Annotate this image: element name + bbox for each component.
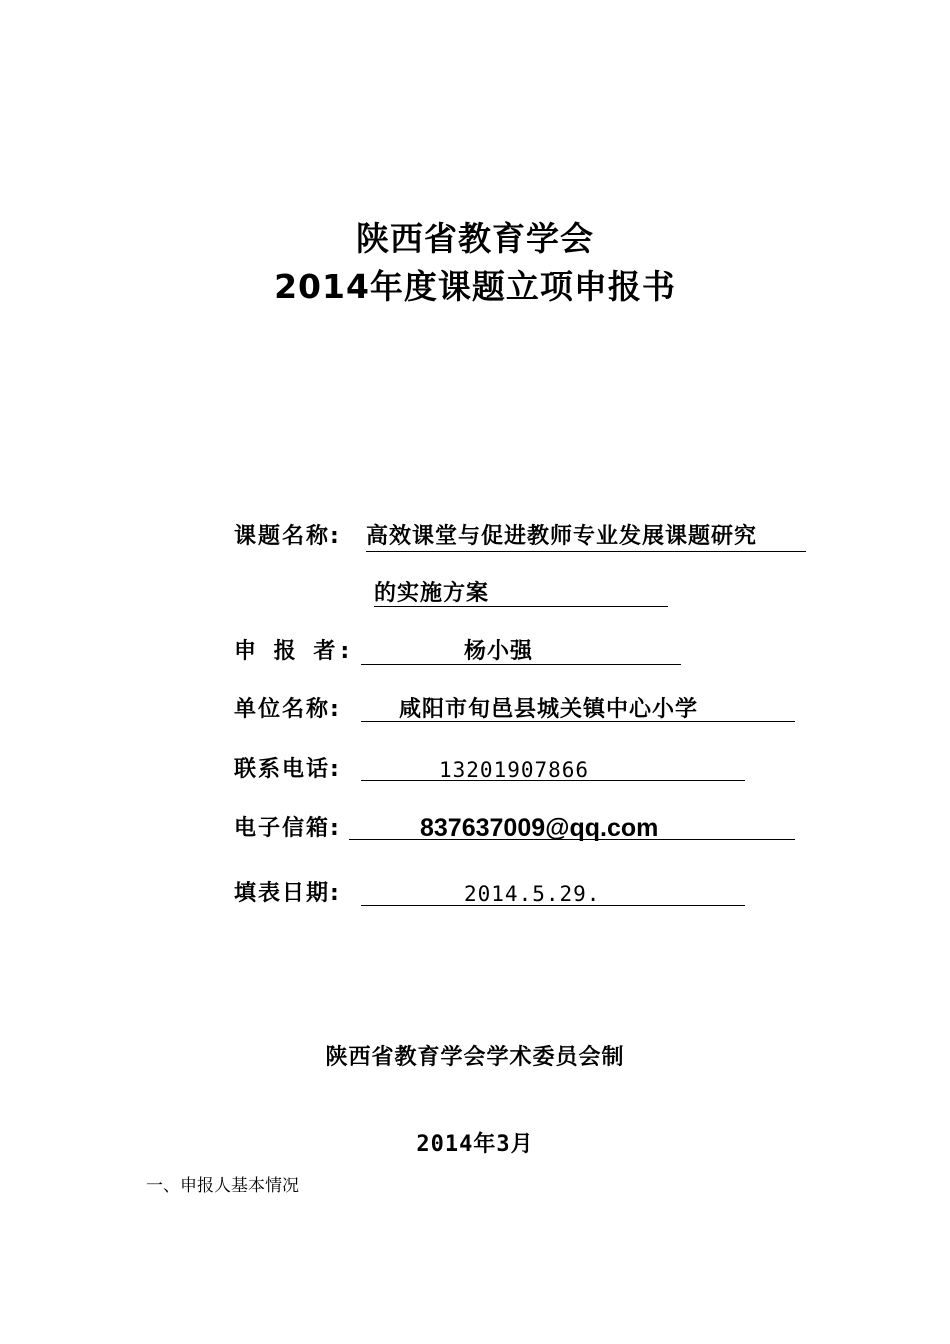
phone-value: 13201907866 <box>439 758 590 782</box>
document-subtitle: 2014年度课题立项申报书 <box>274 267 676 306</box>
organizer-line: 陕西省教育学会学术委员会制 <box>325 1045 625 1070</box>
topic-underline-2 <box>374 606 668 607</box>
phone-underline <box>361 780 745 781</box>
date-label: 填表日期: <box>234 881 341 906</box>
email-underline <box>349 839 795 840</box>
topic-label: 课题名称: <box>234 524 341 549</box>
applicant-label: 申 报 者: <box>234 639 355 664</box>
topic-value-line1: 高效课堂与促进教师专业发展课题研究 <box>366 524 758 549</box>
date-underline <box>361 905 745 906</box>
phone-label: 联系电话: <box>234 757 341 782</box>
date-value: 2014.5.29. <box>464 882 601 906</box>
topic-underline-1 <box>366 551 806 552</box>
email-label: 电子信箱: <box>234 816 341 841</box>
issue-date: 2014年3月 <box>416 1132 534 1157</box>
unit-underline <box>361 721 795 722</box>
applicant-value: 杨小强 <box>464 639 534 664</box>
topic-value-line2: 的实施方案 <box>374 581 490 606</box>
email-value: 837637009@qq.com <box>420 814 659 842</box>
unit-label: 单位名称: <box>234 697 341 722</box>
document-title: 陕西省教育学会 <box>356 219 594 258</box>
applicant-underline <box>361 664 681 665</box>
unit-value: 咸阳市旬邑县城关镇中心小学 <box>399 697 699 722</box>
section-heading: 一、申报人基本情况 <box>146 1176 299 1196</box>
